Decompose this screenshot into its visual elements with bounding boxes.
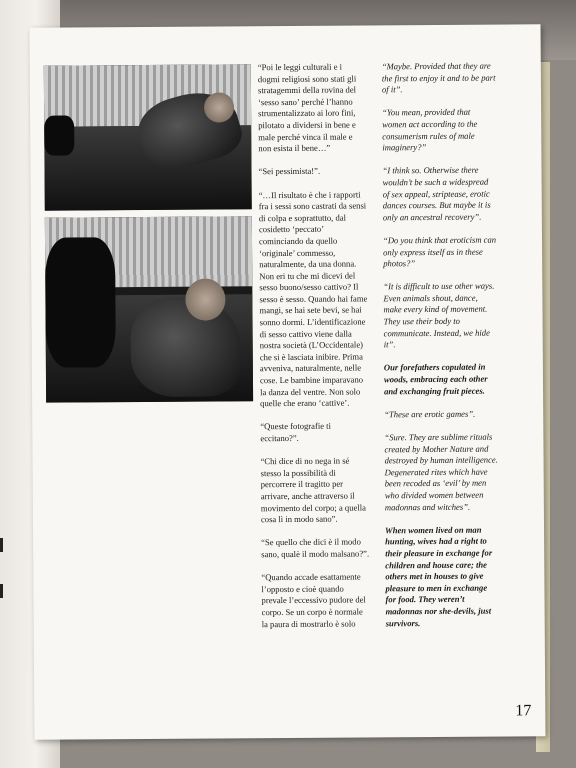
- photo-photographer-and-woman: [45, 216, 253, 402]
- english-text-column: [382, 61, 500, 641]
- english-paragraph: “Sure. They are sublime rituals created by Mother Nature and destroyed by human intelligence. Degenerated rites which have been recoded as ‘evil’ by men who divided women between madonnas and witches”.: [384, 431, 498, 512]
- italian-paragraph: “…Il risultato è che i rapporti fra i sessi sono castrati da sensi di colpa e soprattutto, dal cosidetto ‘peccato’ cominciando da quello ‘originale’ commesso, naturalmente, da una donna. Non eri tu che mi dicevi del sesso buono/sesso cattivo? Il sesso è sesso. Quando hai fame mangi, se hai sete bevi, se hai sonno dormi. L’identificazione di sesso cattivo viene dalla nostra società (L’Occidentale) che si è lasciata inibire. Prima avveniva, naturalmente, nelle cose. Le bambine imparavano la danza del ventre. Non solo quelle che erano ‘cattive’.: [258, 189, 368, 409]
- photo-hair: [204, 92, 234, 122]
- english-paragraph: “It is difficult to use other ways. Even animals shout, dance, make every kind of movement. They use their body to communicate. Instead, we hide it”.: [383, 280, 495, 350]
- photo-photographer: [44, 115, 74, 155]
- english-paragraph: “These are erotic games”.: [384, 408, 476, 420]
- photo-hair: [185, 278, 225, 320]
- english-paragraph-bold: When women lived on man hunting, wives had a right to their pleasure in exchange for children and house care; the others met in houses to give pleasure to men in exchange for food. They weren’t madonnas nor she-devils, just survivors.: [385, 524, 493, 628]
- english-paragraph: “I think so. Otherwise there wouldn’t be such a widespread of sex appeal, striptease, erotic dances courses. But maybe it is only an ancestral recovery”.: [382, 165, 491, 223]
- page-number: 17: [515, 702, 532, 720]
- italian-text-column: [258, 61, 370, 641]
- english-paragraph-bold: Our forefathers copulated in woods, embracing each other and exchanging fruit pieces.: [383, 362, 488, 396]
- photo-photographer: [45, 237, 116, 367]
- italian-paragraph: “Chi dice di no nega in sé stesso la possibilità di percorrere il tragitto per arrivare, anche attraverso il movimento del corpo; a quella cosa lì in modo sano”.: [260, 455, 366, 525]
- left-page-mark: [0, 584, 3, 598]
- italian-paragraph: “Poi le leggi culturali e i dogmi religiosi sono stati gli stratagemmi della rovina del ‘sesso sano’ perché l’hanno strumentalizzato ai loro fini, pilotato a dividersi in bene e male perché vinca il male e non esista il bene…”: [257, 61, 357, 154]
- magazine-page: [30, 24, 546, 740]
- italian-paragraph: “Se quello che dici è il modo sano, qualè il modo malsano?”.: [261, 536, 370, 560]
- english-paragraph: “Do you think that eroticism can only express itself as in these photos?”: [382, 234, 497, 269]
- photo-figure: [130, 296, 241, 397]
- english-paragraph: “You mean, provided that women act according to the consumerism rules of male imaginery?”: [382, 107, 478, 153]
- italian-paragraph: “Queste fotografie ti eccitano?”.: [260, 421, 331, 444]
- italian-paragraph: “Sei pessimista!”.: [258, 166, 321, 177]
- italian-paragraph: “Quando accade esattamente l’opposto e cioè quando prevale l’eccessivo pudore del corpo. Se un corpo è normale la paura di mostrarlo è solo: [261, 571, 366, 629]
- photo-reclining-woman: [44, 64, 252, 210]
- english-paragraph: “Maybe. Provided that they are the first to enjoy it and to be part of it”.: [381, 60, 496, 95]
- left-page-mark: [0, 538, 3, 552]
